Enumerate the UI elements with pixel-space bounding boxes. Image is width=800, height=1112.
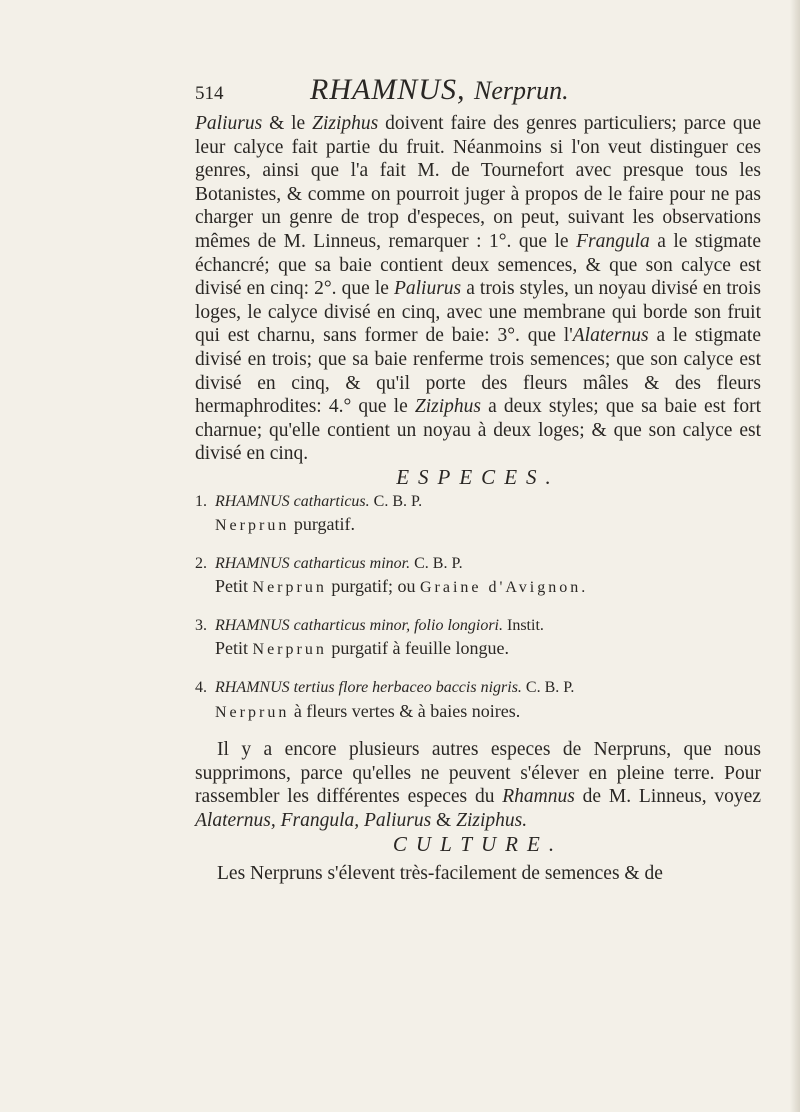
species-latin-name: RHAMNUS tertius flore herbaceo baccis nigris. xyxy=(215,679,522,697)
other-species-paragraph: Il y a encore plusieurs autres especes de Nerpruns, que nous supprimons, parce qu'elles ne peuvent s'élever en pleine terre. Pour rassembler les différentes especes du Rhamnus de M. Linneus, voyez Alaternus, Frangula, Paliurus & Ziziphus. xyxy=(195,739,761,832)
species-common-name: Nerprun xyxy=(215,517,290,535)
culture-paragraph: Les Nerpruns s'élevent très-facilement de semences & de xyxy=(217,863,663,885)
especes-heading: ESPECES. xyxy=(396,464,560,489)
running-head-subtitle: Nerprun. xyxy=(473,76,569,105)
species-common-name: Nerprun xyxy=(252,641,327,659)
running-head: RHAMNUS, Nerprun. xyxy=(310,73,569,106)
species-latin-name: RHAMNUS catharticus minor. xyxy=(215,554,411,572)
running-head-title: RHAMNUS xyxy=(310,73,457,106)
intro-paragraph: Paliurus & le Ziziphus doivent faire des genres particuliers; parce que leur calyce fait partie du fruit. Néanmoins si l'on veut distinguer ces genres, ainsi que l'a fait M. de Tournefort avec presque tous les Botanistes, & comme on pourroit juger à propos de le faire pour ne pas charger un genre de trop d'especes, on peut, suivant les observations mêmes de M. Linneus, remarquer : 1°. que le Frangula a le stigmate échancré; que sa baie contient deux semences, & que son calyce est divisé en cinq: 2°. que le Paliurus a trois styles, un noyau divisé en trois loges, le calyce divisé en cinq, avec une membrane qui borde son fruit qui est charnu, sans former de baie: 3°. que l'Alaternus a le stigmate divisé en trois; que sa baie renferme trois semences; que son calyce est divisé en cinq, & qu'il porte des fleurs mâles & des fleurs hermaphrodites: 4.° que le Ziziphus a deux styles; que sa baie est fort charnue; qu'elle contient un noyau à deux loges; & que son calyce est divisé en cinq. xyxy=(195,113,761,465)
species-common-name: Nerprun xyxy=(252,579,327,597)
species-latin-name: RHAMNUS catharticus minor, folio longiori. xyxy=(215,616,503,634)
species-latin-name: RHAMNUS catharticus. xyxy=(215,492,370,510)
species-entry: 2. RHAMNUS catharticus minor. C. B. P. Petit Nerprun purgatif; ou Graine d'Avignon. xyxy=(195,554,589,597)
species-entry: 4. RHAMNUS tertius flore herbaceo baccis nigris. C. B. P. Nerprun à fleurs vertes & à baies noires. xyxy=(195,679,575,721)
page-header xyxy=(195,73,740,113)
page-edge-shadow xyxy=(790,0,800,1112)
species-entry: 3. RHAMNUS catharticus minor, folio longiori. Instit. Petit Nerprun purgatif à feuille longue. xyxy=(195,616,544,659)
species-common-name: Nerprun xyxy=(215,703,290,721)
page-number: 514 xyxy=(195,83,224,104)
culture-heading: CULTURE. xyxy=(392,831,564,856)
page-body xyxy=(195,112,761,886)
species-entry: 1. RHAMNUS catharticus. C. B. P. Nerprun purgatif. xyxy=(195,492,423,535)
